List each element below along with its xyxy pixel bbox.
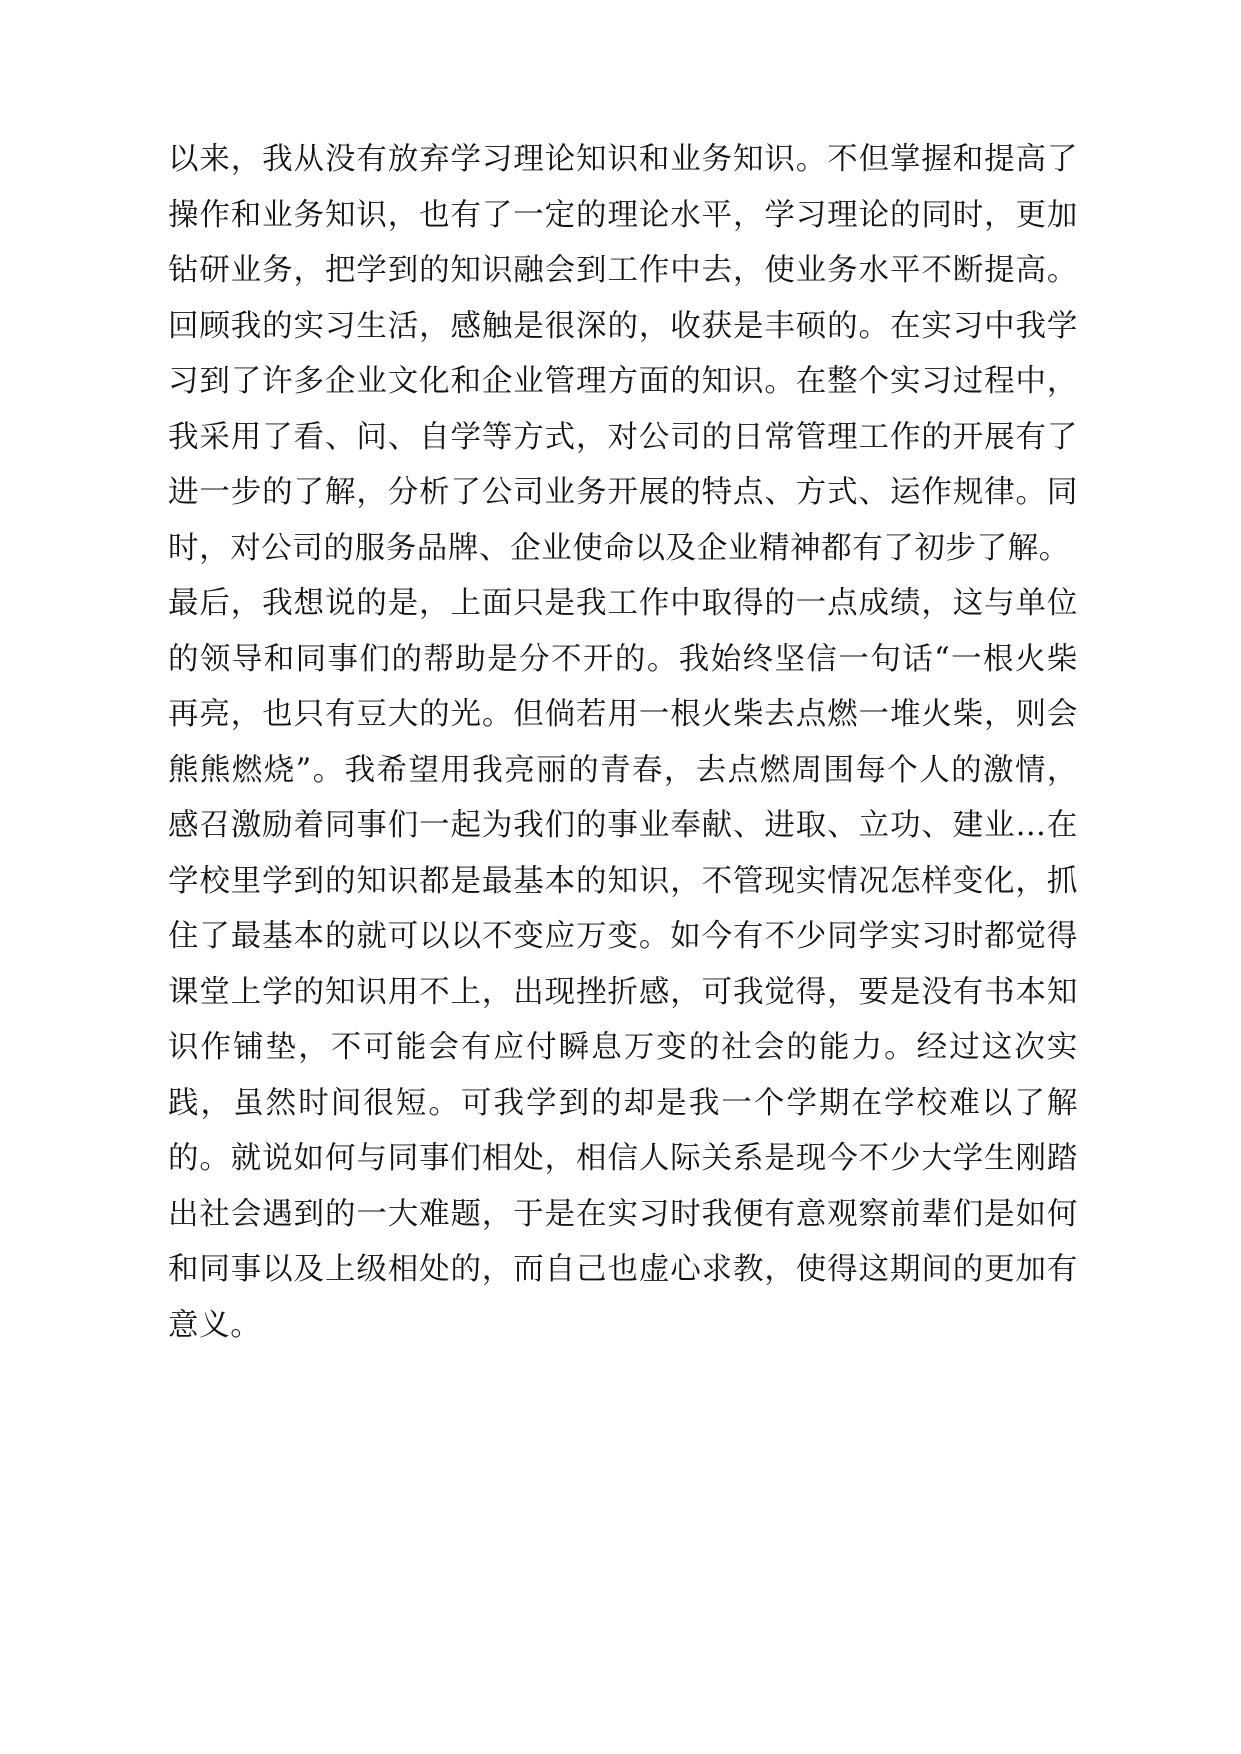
document-body bbox=[168, 132, 1099, 1353]
paragraph-1: 以来，我从没有放弃学习理论知识和业务知识。不但掌握和提高了操作和业务知识，也有了一定的理论水平，学习理论的同时，更加钻研业务，把学到的知识融会到工作中去，使业务水平不断提高。 回顾我的实习生活，感触是很深的，收获是丰硕的。在实习中我学习到了许多企业文化和企业管理方面的知识。在整个实习过程中，我采用了看、问、自学等方式，对公司的日常管理工作的开展有了进一步的了解，分析了公司业务开展的特点、方式、运作规律。同时，对公司的服务品牌、企业使命以及企业精神都有了初步了解。 bbox=[168, 142, 1099, 566]
paragraph-2: 最后，我想说的是，上面只是我工作中取得的一点成绩，这与单位的领导和同事们的帮助是分不开的。我始终坚信一句话“一根火柴再亮，也只有豆大的光。但倘若用一根火柴去点燃一堆火柴，则会熊熊燃烧”。我希望用我亮丽的青春，去点燃周围每个人的激情，感召激励着同事们一起为我们的事业奉献、进取、立功、建业…在学校里学到的知识都是最基本的知识，不管现实情况怎样变化，抓住了最基本的就可以以不变应万变。如今有不少同学实习时都觉得课堂上学的知识用不上，出现挫折感，可我觉得，要是没有书本知识作铺垫，不可能会有应付瞬息万变的社会的能力。经过这次实践，虽然时间很短。可我学到的却是我一个学期在学校难以了解的。就说如何与同事们相处，相信人际关系是现今不少大学生刚踏出社会遇到的一大难题，于是在实习时我便有意观察前辈们是如何和同事以及上级相处的，而自己也虚心求教，使得这期间的更加有意义。 bbox=[168, 586, 1078, 1343]
